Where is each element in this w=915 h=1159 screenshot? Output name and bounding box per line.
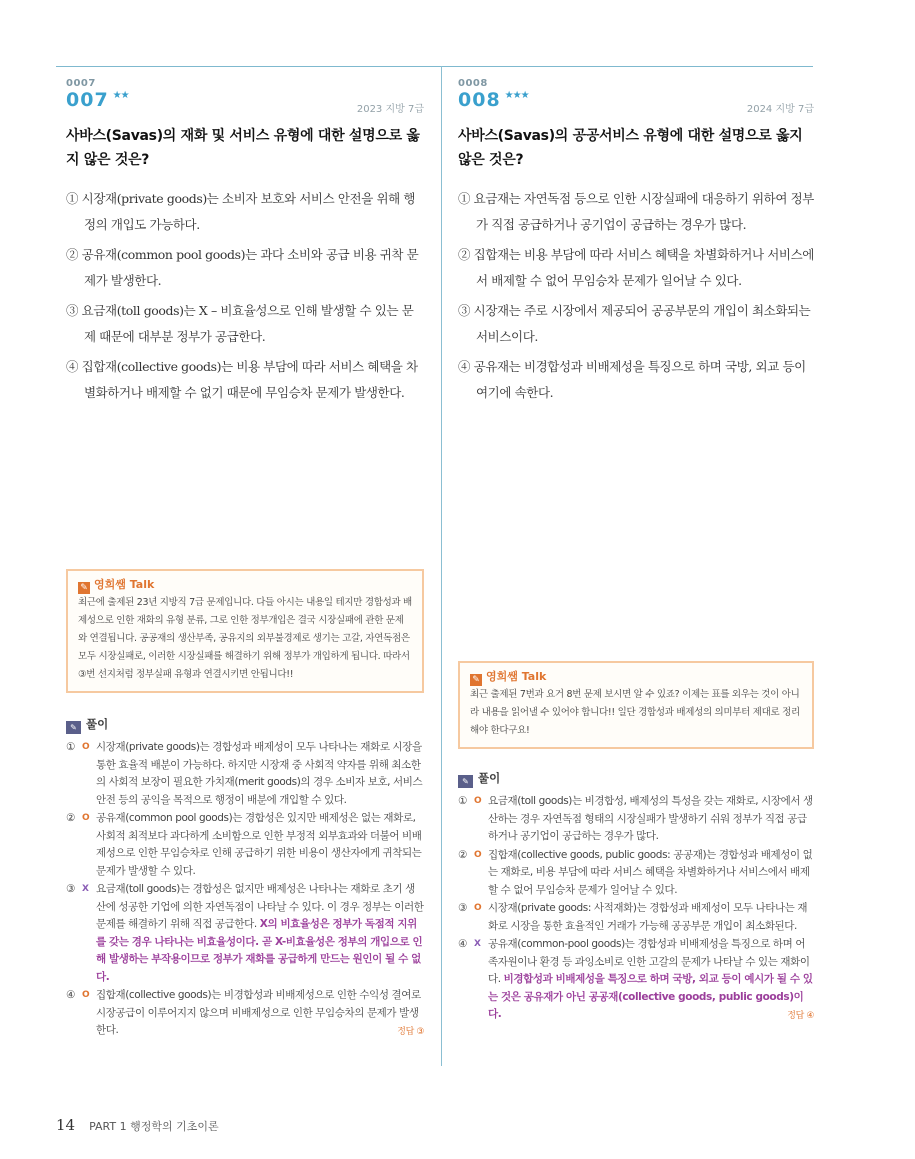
option-2: ② 공유재(common pool goods)는 과다 소비와 공급 비용 귀착 문제가 발생한다.	[66, 247, 419, 288]
answer-label: 정답 ③	[397, 1027, 424, 1037]
wrong-mark-icon: X	[82, 884, 89, 894]
solution-item	[458, 847, 814, 900]
correct-mark-icon: O	[474, 903, 482, 913]
solution-text: 집합재(collective goods, public goods: 공공재)는 경합성과 배제성이 없는 재화로, 비용 부담에 따라 서비스 혜택을 차별화하거나 서비스에서 배제할 수 없어 무임승차 문제가 일어날 수 있다.	[488, 848, 813, 896]
talk-title: 영희쌤 Talk	[94, 578, 155, 591]
talk-icon: ✎	[78, 582, 90, 594]
solution-highlight: X의 비효율성은 정부가 독점적 지위를 갖는 경우 나타나는 비효율성이다. 곧 X-비효율성은 정부의 개입으로 인해 발생하는 부작용이므로 정부가 재화를 공급하게 만드는 원인이 될 수 없다.	[96, 918, 423, 983]
solution-text: 시장재(private goods: 사적재화)는 경합성과 배제성이 모두 나타나는 재화로 시장을 통한 효율적인 거래가 가능해 공공부문 개입이 최소화된다.	[488, 902, 808, 932]
solution-item	[66, 739, 424, 809]
solution-icon: ✎	[66, 721, 81, 734]
solution-text: 집합재(collective goods)는 비경합성과 비배제성으로 인한 수익성 결여로 시장공급이 이루어지지 않으며 비배제성으로 인한 무임승차의 문제가 발생한다.	[96, 989, 421, 1036]
correct-mark-icon: O	[474, 849, 482, 860]
teacher-talk-box	[458, 661, 814, 749]
solution-text: 요금재(toll goods)는 경합성은 없지만 배제성은 나타나는 재화로 초기 생산에 성공한 기업에 의한 자연독점이 나타날 수 있다. 이 경우 정부는 이러한 문제를 해결하기 위해 직접 공급한다.	[96, 883, 424, 930]
part-title: PART 1 행정학의 기초이론	[89, 1120, 219, 1133]
solution-item	[458, 936, 814, 1026]
answer-label: 정답 ④	[787, 1011, 814, 1021]
solution-title: 풀이	[478, 771, 501, 785]
solution-header	[66, 716, 108, 734]
solution-number: ③	[458, 902, 468, 914]
option-4: ④ 집합재(collective goods)는 비용 부담에 따라 서비스 혜택을 차별화하거나 배제할 수 없기 때문에 무임승차 문제가 발생한다.	[66, 359, 418, 400]
option-4: ④ 공유재는 비경합성과 비배제성을 특징으로 하며 국방, 외교 등이 여기에 속한다.	[458, 359, 806, 400]
solution-highlight: 비경합성과 비배제성을 특징으로 하며 국방, 외교 등이 예시가 될 수 있는 것은 공유재가 아닌 공공재(collective goods, public goods)이다.	[488, 973, 813, 1020]
question-number: 007	[66, 89, 109, 111]
solution-item	[66, 810, 424, 880]
question-008	[458, 78, 814, 410]
question-007	[66, 78, 424, 410]
solution-number: ①	[458, 795, 468, 807]
correct-mark-icon: O	[474, 796, 482, 806]
question-source: 2024 지방 7급	[746, 104, 814, 115]
page-number: 14	[56, 1116, 76, 1134]
talk-text: 최근 출제된 7번과 요거 8번 문제 보시면 알 수 있죠? 이제는 표를 외우는 것이 아니라 내용을 읽어낼 수 있어야 합니다!! 일단 경합성과 배제성의 의미부터 제대로 정리해야 한다구요!	[470, 689, 800, 736]
top-rule	[56, 66, 813, 67]
question-header	[66, 78, 424, 118]
solution-item	[66, 881, 424, 986]
wrong-mark-icon: X	[474, 939, 481, 949]
solution-text: 요금재(toll goods)는 비경합성, 배제성의 특성을 갖는 재화로, 시장에서 생산하는 경우 자연독점 형태의 시장실패가 발생하기 쉬워 정부가 직접 공급하거나 공기업이 공급하는 경우가 많다.	[488, 795, 813, 842]
solution-text: 시장재(private goods)는 경합성과 배제성이 모두 나타나는 재화로 시장을 통한 효율적 배분이 가능하다. 하지만 시장재 중 사회적 약자를 위해 최소한의 사회적 보장이 필요한 가치재(merit goods)의 경우 소비자 보호, 서비스 안전 등의 공익을 목적으로 행정이 배분에 개입할 수 있다.	[96, 741, 423, 806]
talk-icon: ✎	[470, 674, 482, 686]
talk-text: 최근에 출제된 23년 지방직 7급 문제입니다. 다들 아시는 내용일 테지만 경합성과 배제성으로 인한 재화의 유형 분류, 그로 인한 정부개입은 결국 시장실패에 관한 문제와 연결됩니다. 공공재의 생산부족, 공유지의 외부불경제로 생기는 고갈, 자연독점은 모두 시장실패로, 이러한 시장실패를 해결하기 위해 정부가 개입하게 됩니다. 따라서 ③번 선지처럼 정부실패 유형과 연결시키면 안됩니다!!	[78, 597, 412, 680]
difficulty-stars: ★★★	[504, 90, 529, 101]
solution-header	[458, 770, 500, 788]
teacher-talk-box	[66, 569, 424, 693]
option-3: ③ 시장재는 주로 시장에서 제공되어 공공부문의 개입이 최소화되는 서비스이다.	[458, 303, 811, 344]
correct-mark-icon: O	[82, 813, 90, 823]
question-header	[458, 78, 814, 118]
solution-number: ④	[458, 938, 468, 950]
page-footer	[56, 1116, 219, 1134]
question-number: 008	[458, 89, 501, 111]
difficulty-stars: ★★	[112, 90, 129, 101]
solution-text: 공유재(common-pool goods)는 경합성과 비배제성을 특징으로 하며 어족자원이나 환경 등 과잉소비로 인한 고갈의 문제가 나타날 수 있는 재화이다.	[488, 938, 810, 985]
solution-item	[66, 987, 424, 1042]
correct-mark-icon: O	[82, 990, 90, 1000]
question-title: 사바스(Savas)의 재화 및 서비스 유형에 대한 설명으로 옳지 않은 것은?	[66, 128, 420, 168]
solution-text: 공유재(common pool goods)는 경합성은 있지만 배제성은 없는 재화로, 사회적 최적보다 과다하게 소비함으로 인한 부정적 외부효과와 더불어 비배제성으로 인한 무임승차로 인해 공급하기 위한 비용이 생산자에게 귀착되는 문제가 발생할 수 있다.	[96, 812, 422, 877]
question-id: 0008	[458, 78, 488, 89]
correct-mark-icon: O	[82, 742, 90, 752]
solution-list	[66, 739, 424, 1043]
solution-icon: ✎	[458, 775, 473, 788]
question-id: 0007	[66, 78, 96, 89]
talk-title: 영희쌤 Talk	[486, 670, 547, 683]
question-source: 2023 지방 7급	[356, 104, 424, 115]
option-1: ① 요금재는 자연독점 등으로 인한 시장실패에 대응하기 위하여 정부가 직접 공급하거나 공기업이 공급하는 경우가 많다.	[458, 191, 814, 232]
solution-title: 풀이	[86, 717, 109, 731]
column-divider	[441, 66, 442, 1066]
solution-number: ③	[66, 883, 76, 895]
solution-item	[458, 793, 814, 846]
solution-item	[458, 900, 814, 935]
option-2: ② 집합재는 비용 부담에 따라 서비스 혜택을 차별화하거나 서비스에서 배제할 수 없어 무임승차 문제가 일어날 수 있다.	[458, 247, 814, 288]
solution-number: ②	[66, 812, 76, 824]
option-3: ③ 요금재(toll goods)는 X – 비효율성으로 인해 발생할 수 있는 문제 때문에 대부분 정부가 공급한다.	[66, 303, 414, 344]
solution-number: ④	[66, 989, 76, 1001]
solution-list	[458, 793, 814, 1027]
solution-number: ②	[458, 848, 468, 861]
option-1: ① 시장재(private goods)는 소비자 보호와 서비스 안전을 위해 행정의 개입도 가능하다.	[66, 191, 416, 232]
solution-number: ①	[66, 741, 76, 753]
question-title: 사바스(Savas)의 공공서비스 유형에 대한 설명으로 옳지 않은 것은?	[458, 128, 803, 168]
